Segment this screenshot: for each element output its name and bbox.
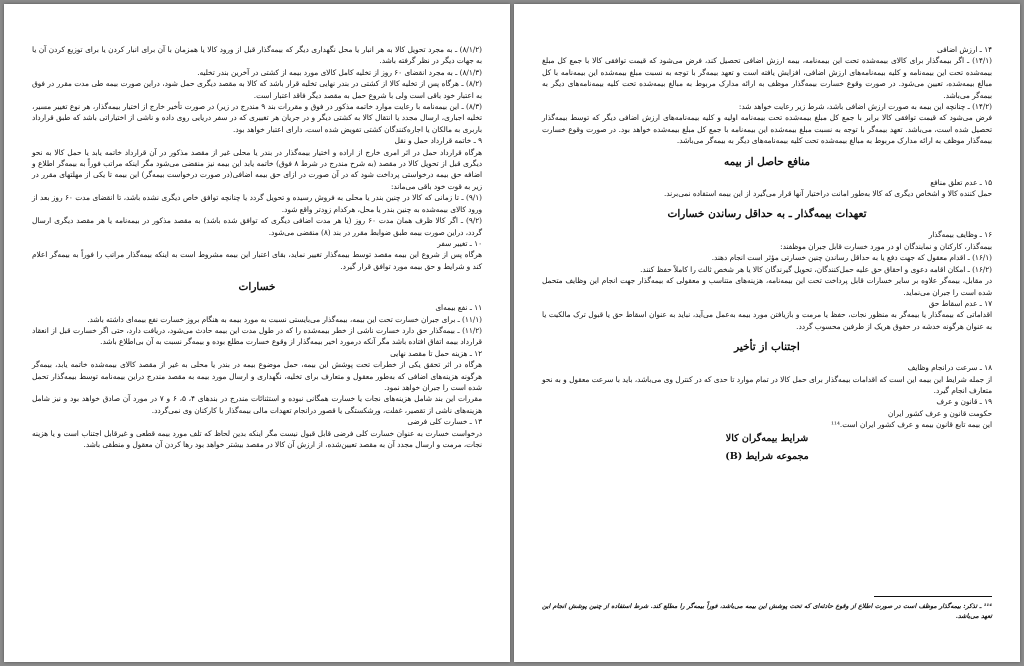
document-page-right bbox=[514, 4, 1020, 662]
paragraph: ۱۵ ـ عدم تعلق منافع bbox=[930, 177, 992, 187]
paragraph: (۸/۱/۲) ـ به مجرد تحویل کالا به هر انبار یا محل نگهداری دیگر که بیمه‌گذار قبل از ورود کالا یا همزمان با آن برای انبار کردن یا برای توزیع کردن آن یا به جهات دیگر در نظر گرفته باشد. bbox=[32, 45, 482, 66]
paragraph: (۱۶/۱) ـ اقدام معقول که جهت دفع یا به حداقل رساندن چنین خسارتی مؤثر است انجام دهند. bbox=[711, 253, 992, 263]
paragraph: ۱۲ ـ هزینه حمل تا مقصد نهایی bbox=[390, 348, 482, 358]
paragraph: درخواست خسارت به عنوان خسارت کلی فرضی قابل قبول نیست مگر اینکه بدین لحاظ که تلف مورد بیمه قطعی و غیرقابل اجتناب است و یا هزینه نجات، مرمت و ارسال مجدد آن به مقصد تعیین‌شده، از ارزش آن کالا در مقصد بیشتر خواهد بود رها کردن آن معقول و منطقی باشد. bbox=[32, 428, 482, 449]
section-heading: مجموعه شرایط (B) bbox=[725, 450, 809, 462]
paragraph: (۱۱/۱) ـ برای جبران خسارت تحت این بیمه، بیمه‌گذار می‌بایستی نسبت به مورد بیمه به هنگام بروز خسارت نفع بیمه‌ای داشته باشد. bbox=[87, 314, 482, 324]
paragraph: (۸/۲) ـ هرگاه پس از تخلیه کالا از کشتی در بندر نهایی تخلیه قرار باشد که کالا به مقصد دیگری حمل شود، دراین صورت بیمه طی مدت مقرر در فوق به اعتبار خود باقی است ولی با شروع حمل به مقصد دیگر فاقد اعتبار است. bbox=[32, 79, 482, 100]
paragraph: (۸/۳) ـ این بیمه‌نامه با رعایت موارد خاتمه مذکور در فوق و مقررات بند ۹ مندرج در زیر) در صورت تأخیر خارج از اختیار بیمه‌گذار، هر نوع تغییر مسیر، تخلیه اجباری، ارسال مجدد یا انتقال کالا به کشتی دیگر و در جریان هر تغییری که در سفر دریایی روی داده و ناشی از اختیاراتی باشد که طبق قرارداد باربری به مالکان یا اجاره‌کنندگان کشتی تفویض شده است، دارای اعتبار خواهد بود. bbox=[32, 102, 483, 134]
paragraph: هرگاه پس از شروع این بیمه مقصد توسط بیمه‌گذار تغییر نماید، بقای اعتبار این بیمه مشروط است به اینکه بیمه‌گذار مراتب را فوراً به بیمه‌گر اعلام کند و شرایط و حق بیمه مورد توافق قرار گیرد. bbox=[32, 250, 482, 271]
paragraph: حکومت قانون و عرف کشور ایران bbox=[887, 408, 992, 418]
paragraph: (۹/۱) ـ تا زمانی که کالا در چنین بندر یا محلی به فروش رسیده و تحویل گردد یا چنانچه توافق خاص دیگری نشده باشد، تا انقضای مدت ۶۰ روز بعد از ورود کالای بیمه‌شده به چنین بندر یا محل، هرکدام زودتر واقع شود. bbox=[32, 193, 482, 214]
paragraph: بیمه‌گذار، کارکنان و نمایندگان او در مورد خسارت قابل جبران موظفند: bbox=[780, 241, 992, 251]
page-right-text bbox=[542, 44, 992, 652]
document-page-left bbox=[4, 4, 510, 662]
paragraph: ۹ ـ خاتمه قرارداد حمل و نقل bbox=[394, 136, 482, 146]
footnote: ¹¹⁴ ـ تذکر: بیمه‌گذار موظف است در صورت اطلاع از وقوع حادثه‌ای که تحت پوشش این بیمه می‌باشد، فوراً بیمه‌گر را مطلع کند. شرط استفاده از چنین پوشش انجام این تعهد می‌باشد. bbox=[542, 603, 992, 620]
paragraph: ۱۸ ـ سرعت درانجام وظایف bbox=[907, 363, 992, 373]
paragraph: (۱۴/۱) ـ اگر بیمه‌گذار برای کالای بیمه‌شده تحت این بیمه‌نامه، بیمه ارزش اضافی تحصیل کند، فرض می‌شود که قیمت توافقی کالا با جمع کل مبلغ بیمه‌شده تحت این بیمه‌نامه و کلیه بیمه‌نامه‌های ارزش اضافی، افزایش یافته است و تعهد بیمه‌گر با توجه به نسبت مبلغ بیمه‌شده این بیمه‌نامه با کل مبالغ بیمه‌شده، تعیین می‌شود. در صورت وقوع خسارت بیمه‌گذار موظف به ارائه مدارک مربوط به مبالغ بیمه‌شده تحت کلیه بیمه‌نامه‌های دیگر به بیمه‌گر می‌باشد. bbox=[542, 56, 992, 100]
paragraph: مقررات این بند شامل هزینه‌های نجات یا خسارت همگانی نبوده و استثنائات مندرج در بندهای ۴، ۵، ۶ و ۷ در مورد آن صادق خواهد بود و نیز شامل هزینه‌های ناشی از تقصیر، غفلت، ورشکستگی یا قصور درانجام تعهدات مالی بیمه‌گذار یا کارکنان وی نمی‌گردد. bbox=[32, 394, 482, 415]
section-heading: خسارات bbox=[238, 281, 276, 294]
section-heading: منافع حاصل از بیمه bbox=[724, 155, 810, 168]
paragraph: حمل کننده کالا و اشخاص دیگری که کالا به‌طور امانت دراختیار آنها قرار می‌گیرد از این بیمه استفاده نمی‌برند. bbox=[663, 189, 992, 199]
section-heading: تعهدات بیمه‌گذار ـ به حداقل رساندن خسارات bbox=[667, 208, 867, 221]
paragraph: (۸/۱/۳) ـ به مجرد انقضای ۶۰ روز از تخلیه کامل کالای مورد بیمه از کشتی در آخرین بندر تخلیه. bbox=[197, 67, 482, 77]
paragraph: (۱۱/۲) ـ بیمه‌گذار حق دارد خسارت ناشی از خطر بیمه‌شده را که در طول مدت این بیمه حادث می‌شود، دریافت دارد، حتی اگر خسارت قبل از انعقاد قرارداد بیمه اتفاق افتاده باشد مگر آنکه درمورد اخیر بیمه‌گذار از وقوع خسارت مطلع بوده و بیمه‌گر نسبت به آن بی‌اطلاع باشد. bbox=[32, 325, 482, 347]
paragraph: هرگاه در اثر تحقق یکی از خطرات تحت پوشش این بیمه، حمل موضوع بیمه در بندر یا محلی به غیر از مقصد کالای بیمه‌شده خاتمه یابد، بیمه‌گر هرگونه هزینه‌های اضافی که به‌طور معقول و متعارف برای تخلیه، نگهداری و ارسال مورد بیمه به مقصد مندرج دراین بیمه‌نامه توسط بیمه‌گذار تحمل شده است را جبران خواهد نمود. bbox=[32, 360, 482, 392]
paragraph: ۱۷ ـ عدم اسقاط حق bbox=[928, 298, 992, 308]
paragraph: ۱۳ ـ خسارت کلی فرضی bbox=[407, 417, 482, 427]
paragraph: ۱۰ ـ تغییر سفر bbox=[437, 238, 482, 248]
paragraph: ۱۴ ـ ارزش اضافی bbox=[937, 45, 992, 54]
paragraph: این بیمه تابع قانون بیمه و عرف کشور ایران است.¹¹⁴ bbox=[831, 420, 992, 430]
section-heading: شرایط بیمه‌گران کالا bbox=[725, 432, 809, 444]
paragraph: فرض می‌شود که قیمت توافقی کالا برابر با جمع کل مبلغ بیمه‌شده تحت بیمه‌نامه اولیه و کلیه بیمه‌نامه‌های ارزش اضافی دیگر که توسط بیمه‌گذار تحصیل شده است، می‌باشد. تعهد بیمه‌گر با توجه به نسبت مبلغ بیمه‌شده این بیمه‌نامه با جمع کل مبلغ بیمه‌شده خواهد بود. در صورت وقوع خسارت بیمه‌گذار موظف به ارائه مدارک مربوط به مبالغ بیمه‌شده تحت کلیه بیمه‌نامه‌های دیگر به بیمه‌گر می‌باشد. bbox=[542, 113, 992, 146]
footnote-divider bbox=[874, 596, 992, 597]
paragraph: از جمله شرایط این بیمه این است که اقدامات بیمه‌گذار برای حمل کالا در تمام موارد تا حدی که در کنترل وی می‌باشد، باید با سرعت معقول و به نحو متعارف انجام گیرد. bbox=[542, 374, 992, 395]
paragraph: ۱۹ ـ قانون و عرف bbox=[936, 397, 992, 407]
page-left-text bbox=[32, 44, 482, 652]
paragraph: (۱۴/۲) ـ چنانچه این بیمه به صورت ارزش اضافی باشد، شرط زیر رعایت خواهد شد: bbox=[738, 102, 992, 112]
paragraph: هرگاه قرارداد حمل در اثر امری خارج از اراده و اختیار بیمه‌گذار در بندر یا محلی غیر از مقصد مذکور در آن قرارداد خاتمه یابد یا حمل کالا به نحو دیگری قبل از تحویل کالا در مقصد (به شرح مندرج در شرط ۸ فوق) خاتمه یابد این بیمه نیز منقضی می‌شود مگر اینکه مراتب فوراً به بیمه‌گر اطلاع و اضافه حق بیمه درخواستی پرداخت شود که در آن صورت در ازای حق بیمه اضافی(در صورت درخواست بیمه‌گر) این بیمه تا یکی از مهلتهای مقرر در زیر به قوت خود باقی می‌ماند: bbox=[32, 147, 482, 191]
paragraph: اقداماتی که بیمه‌گذار یا بیمه‌گر به منظور نجات، حفظ یا مرمت و بازیافتن مورد بیمه به‌عمل می‌آید، نباید به عنوان اسقاط حق یا قبول ترک مالکیت یا به عنوان هرگونه خدشه در حقوق هریک از طرفین محسوب گردد. bbox=[542, 310, 992, 331]
paragraph: (۹/۲) ـ اگر کالا ظرف همان مدت ۶۰ روز (یا هر مدت اضافی دیگری که توافق شده باشد) به مقصد مذکور در بیمه‌نامه یا هر مقصد دیگری ارسال گردد، دراین صورت بیمه طبق ضوابط مقرر در بند (۸) منقضی می‌شود. bbox=[32, 216, 483, 237]
paragraph: (۱۶/۲) ـ امکان اقامه دعوی و احقاق حق علیه حمل‌کنندگان، تحویل گیرندگان کالا یا هر شخص ثالث را کاملاً حفظ کنند. bbox=[640, 264, 992, 274]
paragraph: در مقابل، بیمه‌گر علاوه بر سایر خسارات قابل پرداخت تحت این بیمه‌نامه، هزینه‌های متناسب و معقولی که بیمه‌گذار جهت انجام این وظایف متحمل شده است را جبران می‌نماید. bbox=[542, 276, 992, 297]
section-heading: اجتناب از تأخیر bbox=[734, 341, 800, 354]
paragraph: ۱۱ ـ نفع بیمه‌ای bbox=[435, 303, 482, 313]
paragraph: ۱۶ ـ وظایف بیمه‌گذار bbox=[928, 230, 992, 240]
